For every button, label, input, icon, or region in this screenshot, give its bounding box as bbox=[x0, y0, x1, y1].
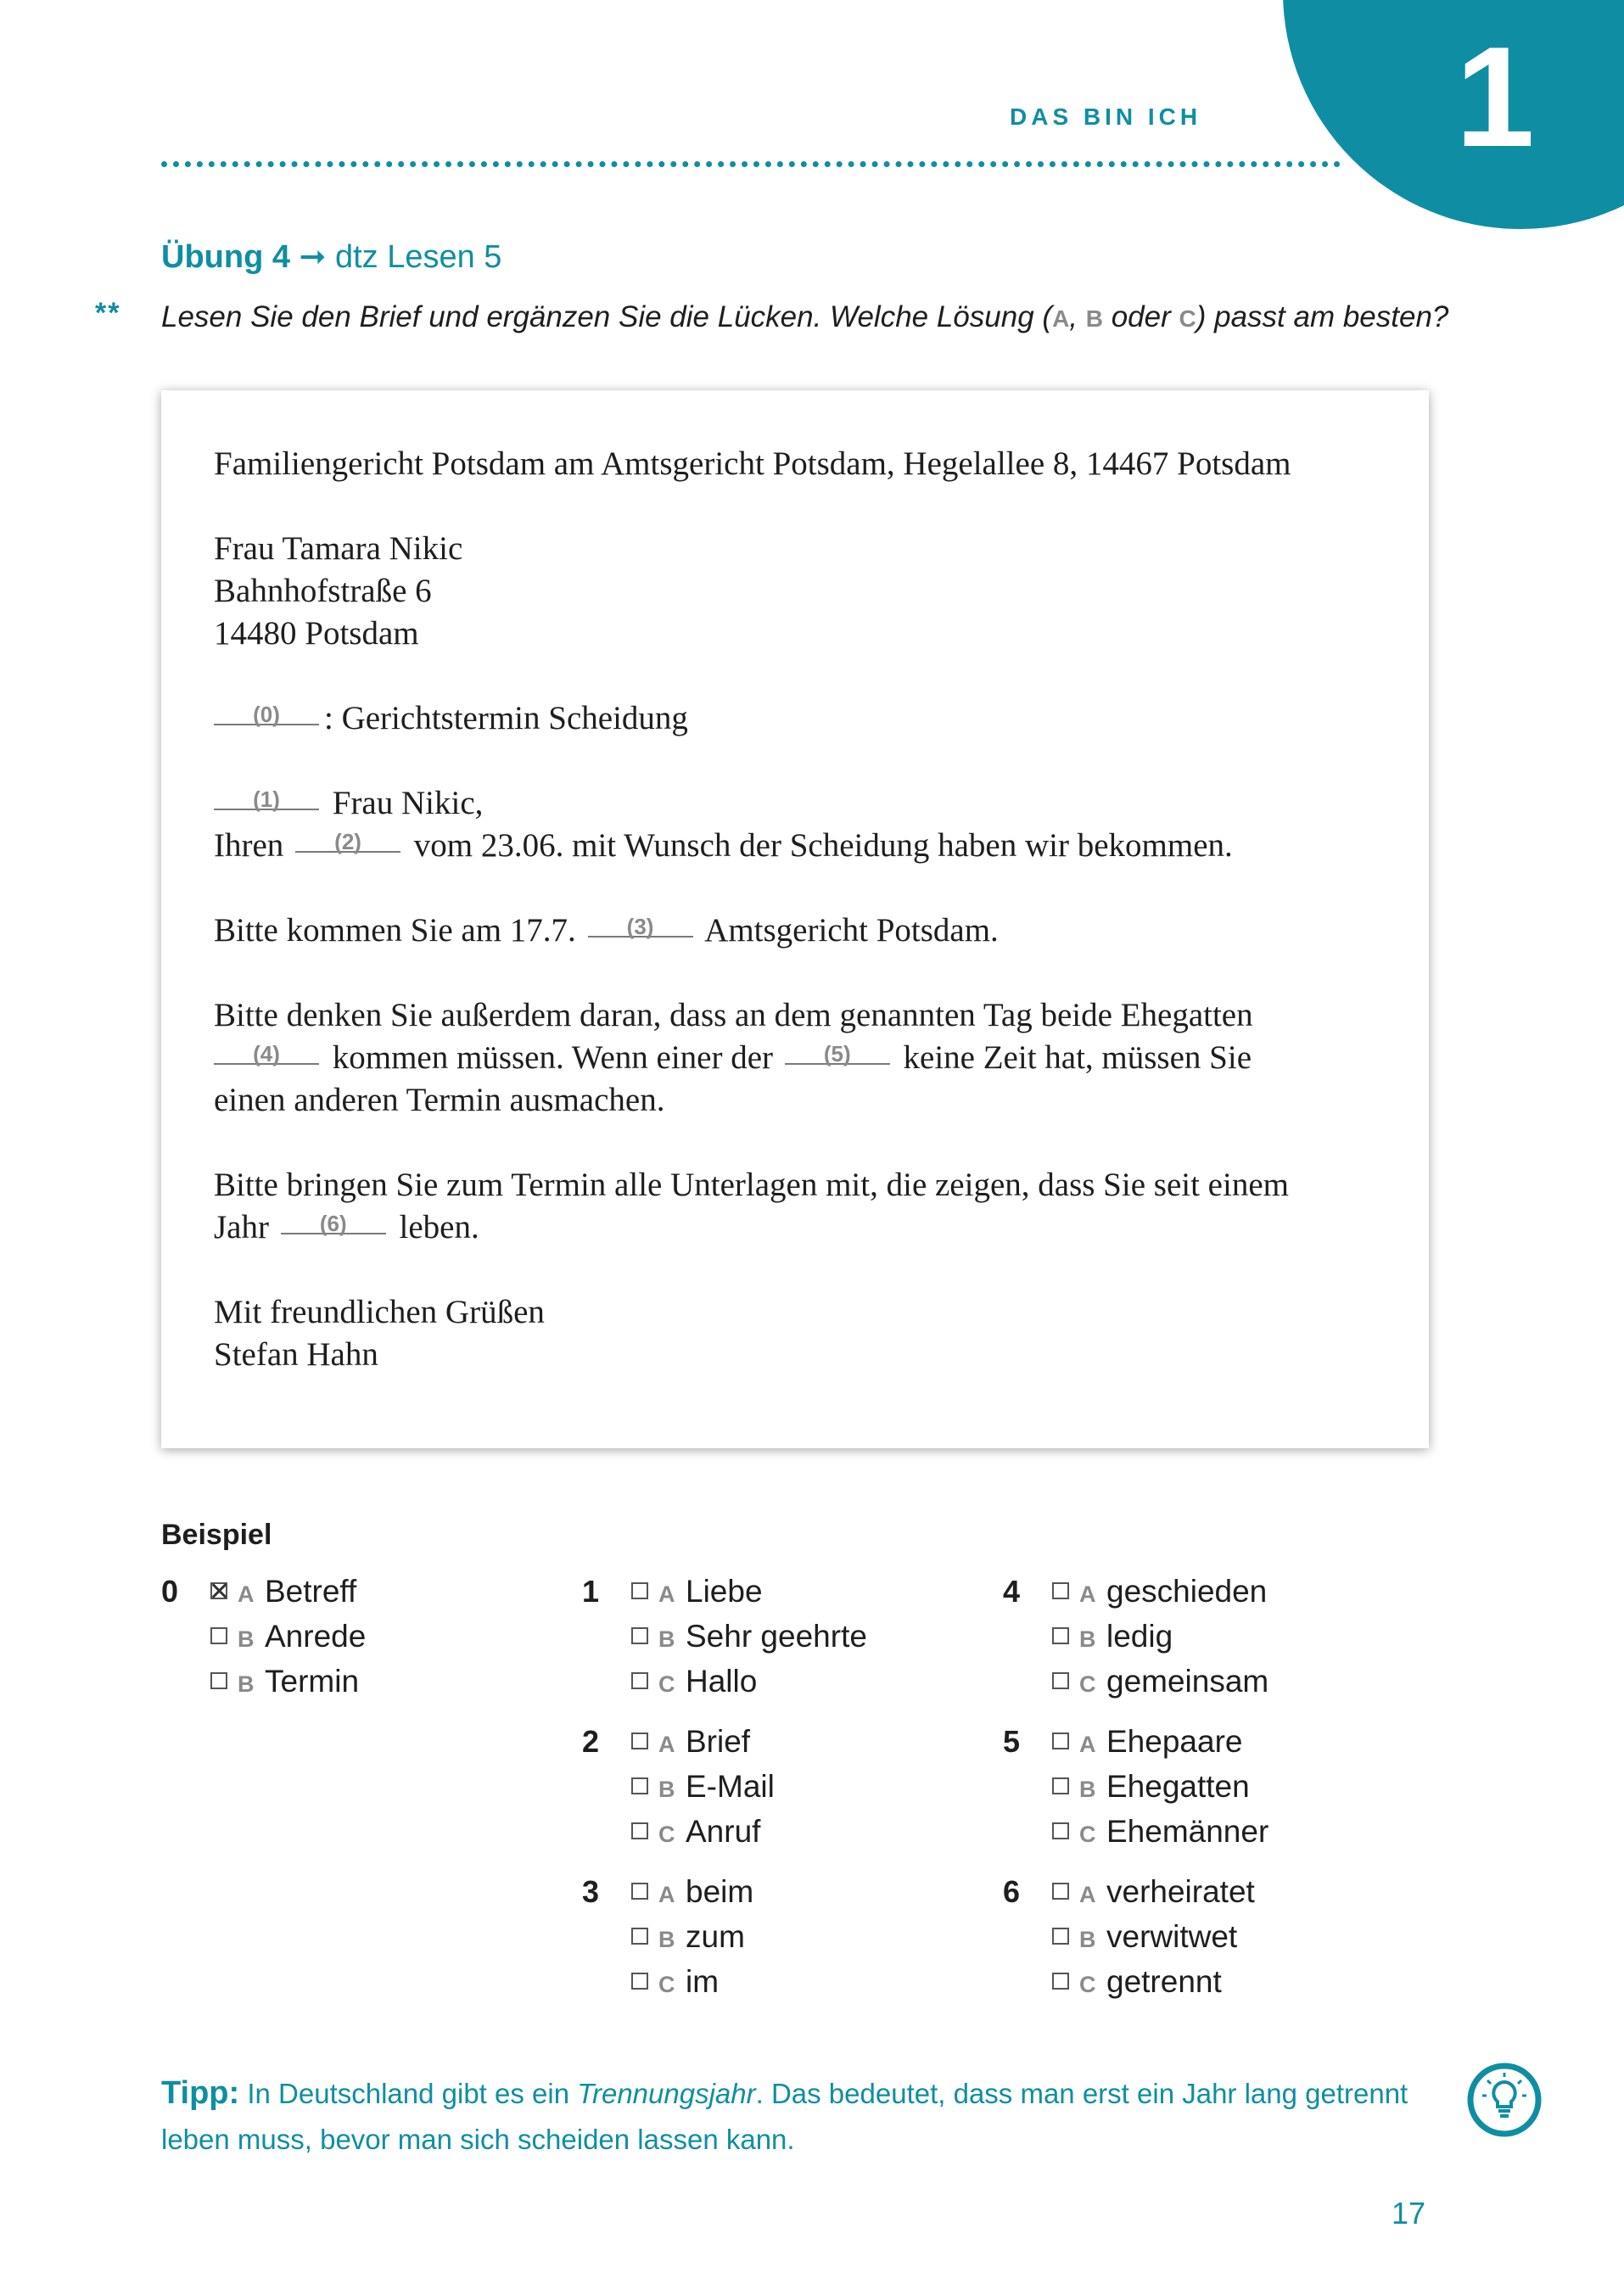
blank-label: (1) bbox=[253, 786, 280, 812]
option-text: getrennt bbox=[1106, 1964, 1222, 1999]
option-letter: A bbox=[238, 1581, 255, 1607]
letter-subject-line bbox=[214, 697, 1402, 740]
checkbox-icon[interactable] bbox=[631, 1973, 648, 1990]
option-1-1[interactable] bbox=[631, 1574, 763, 1619]
letter-text-part: Jahr bbox=[214, 1209, 269, 1245]
section-title: DAS BIN ICH bbox=[1010, 104, 1202, 130]
question-number: 2 bbox=[582, 1724, 600, 1759]
option-text: gemeinsam bbox=[1106, 1664, 1269, 1699]
checkbox-icon[interactable] bbox=[631, 1883, 648, 1900]
example-label: Beispiel bbox=[161, 1519, 272, 1551]
option-text: Anrede bbox=[265, 1619, 367, 1654]
tip-text: . Das bedeutet, dass man erst ein Jahr lang getrennt leben muss, bevor man sich scheiden lassen kann. bbox=[161, 2078, 1408, 2155]
blank-label: (6) bbox=[319, 1211, 347, 1236]
question-number: 0 bbox=[161, 1574, 179, 1609]
letter-salutation-line bbox=[214, 782, 1402, 825]
option-text: Liebe bbox=[686, 1574, 763, 1609]
checkbox-icon[interactable] bbox=[1052, 1777, 1069, 1794]
blank-label: (5) bbox=[823, 1041, 851, 1066]
option-4-3[interactable] bbox=[1052, 1664, 1268, 1709]
checkbox-icon[interactable] bbox=[1052, 1822, 1069, 1839]
instruction-letter-b: B bbox=[1085, 305, 1103, 332]
option-text: Hallo bbox=[686, 1664, 758, 1699]
option-text: Betreff bbox=[265, 1574, 357, 1609]
option-letter: A bbox=[1079, 1581, 1096, 1607]
letter-signature: Stefan Hahn bbox=[214, 1336, 378, 1373]
option-4-1[interactable] bbox=[1052, 1574, 1267, 1619]
checkbox-icon[interactable] bbox=[210, 1672, 227, 1689]
option-letter: A bbox=[658, 1732, 675, 1757]
instruction-part: oder bbox=[1102, 300, 1179, 333]
blank-0 bbox=[214, 700, 319, 725]
option-5-1[interactable] bbox=[1052, 1724, 1242, 1769]
instruction-part: Lesen Sie den Brief und ergänzen Sie die Lücken. Welche Lösung ( bbox=[161, 300, 1053, 333]
option-text: ledig bbox=[1106, 1619, 1173, 1654]
lightbulb-icon bbox=[1466, 2062, 1543, 2138]
blank-6 bbox=[281, 1209, 386, 1234]
option-5-2[interactable] bbox=[1052, 1769, 1250, 1814]
option-4-2[interactable] bbox=[1052, 1619, 1173, 1664]
option-0-1[interactable] bbox=[210, 1574, 356, 1619]
blank-2 bbox=[295, 827, 400, 853]
option-0-2[interactable] bbox=[210, 1619, 366, 1664]
letter-line: Bitte bringen Sie zum Termin alle Unterlagen mit, die zeigen, dass Sie seit einem bbox=[214, 1167, 1289, 1203]
blank-3 bbox=[588, 912, 693, 938]
option-text: zum bbox=[686, 1919, 745, 1954]
letter-text-part: keine Zeit hat, müssen Sie bbox=[903, 1039, 1252, 1076]
letter-line bbox=[214, 1037, 1402, 1079]
option-letter: C bbox=[1079, 1671, 1096, 1697]
question-number: 3 bbox=[582, 1874, 600, 1909]
checkbox-icon[interactable] bbox=[1052, 1883, 1069, 1900]
letter-box bbox=[161, 390, 1429, 1448]
option-0-3[interactable] bbox=[210, 1664, 359, 1709]
letter-text-part: Bitte kommen Sie am 17.7. bbox=[214, 912, 576, 949]
option-text: verwitwet bbox=[1106, 1919, 1238, 1954]
letter-text-part: vom 23.06. mit Wunsch der Scheidung haben wir bekommen. bbox=[413, 827, 1233, 864]
checkbox-icon[interactable] bbox=[631, 1732, 648, 1749]
tip-box bbox=[161, 2070, 1417, 2163]
option-letter: B bbox=[1079, 1927, 1096, 1952]
letter-recipient-city: 14480 Potsdam bbox=[214, 615, 419, 652]
option-letter: B bbox=[238, 1671, 255, 1697]
chapter-number: 1 bbox=[1455, 17, 1535, 176]
instruction-letter-a: A bbox=[1052, 305, 1070, 332]
difficulty-stars: ** bbox=[95, 297, 121, 329]
option-2-3[interactable] bbox=[631, 1814, 760, 1859]
blank-4 bbox=[214, 1039, 319, 1065]
option-2-2[interactable] bbox=[631, 1769, 775, 1814]
question-number: 1 bbox=[582, 1574, 600, 1609]
blank-label: (0) bbox=[253, 702, 280, 727]
checkbox-icon[interactable] bbox=[1052, 1627, 1069, 1644]
option-text: E-Mail bbox=[686, 1769, 775, 1804]
option-6-1[interactable] bbox=[1052, 1874, 1255, 1919]
option-2-1[interactable] bbox=[631, 1724, 750, 1769]
letter-line bbox=[214, 1206, 1402, 1249]
option-letter: B bbox=[658, 1777, 675, 1802]
option-text: Ehemänner bbox=[1106, 1814, 1269, 1849]
option-6-2[interactable] bbox=[1052, 1919, 1237, 1964]
option-letter: A bbox=[1079, 1882, 1096, 1907]
blank-label: (4) bbox=[253, 1041, 280, 1066]
question-number: 6 bbox=[1003, 1874, 1021, 1909]
option-letter: B bbox=[1079, 1626, 1096, 1652]
arrow-icon: ➞ bbox=[299, 239, 327, 275]
option-letter: B bbox=[1079, 1777, 1096, 1802]
option-letter: C bbox=[1079, 1972, 1096, 1997]
option-letter: C bbox=[658, 1972, 675, 1997]
question-3 bbox=[582, 1874, 981, 2018]
option-letter: B bbox=[238, 1626, 255, 1652]
option-1-3[interactable] bbox=[631, 1664, 757, 1709]
instruction-letter-c: C bbox=[1179, 305, 1196, 332]
option-letter: C bbox=[658, 1822, 675, 1847]
checkbox-icon[interactable] bbox=[1052, 1732, 1069, 1749]
question-0 bbox=[161, 1574, 560, 1718]
letter-text-part: Ihren bbox=[214, 827, 284, 864]
blank-5 bbox=[785, 1039, 890, 1065]
option-text: Ehegatten bbox=[1106, 1769, 1250, 1804]
exercise-reference: dtz Lesen 5 bbox=[334, 239, 502, 275]
checkbox-icon[interactable] bbox=[631, 1627, 648, 1644]
option-text: Ehepaare bbox=[1106, 1724, 1243, 1759]
question-number: 5 bbox=[1003, 1724, 1021, 1759]
question-4 bbox=[1003, 1574, 1402, 1718]
instruction-part: , bbox=[1069, 300, 1086, 333]
tip-term: Trennungsjahr bbox=[577, 2078, 756, 2109]
blank-label: (2) bbox=[334, 829, 361, 854]
option-text: im bbox=[686, 1964, 720, 1999]
option-text: verheiratet bbox=[1106, 1874, 1255, 1909]
option-5-3[interactable] bbox=[1052, 1814, 1268, 1859]
dotted-divider bbox=[161, 161, 1341, 167]
letter-salutation: Frau Nikic, bbox=[332, 785, 484, 821]
checkbox-icon[interactable] bbox=[631, 1777, 648, 1794]
checkbox-icon[interactable] bbox=[631, 1822, 648, 1839]
checkbox-icon[interactable] bbox=[1052, 1973, 1069, 1990]
letter-text-part: leben. bbox=[399, 1209, 479, 1245]
option-text: Brief bbox=[686, 1724, 751, 1759]
question-2 bbox=[582, 1724, 981, 1868]
instruction-text bbox=[161, 300, 1448, 334]
option-1-2[interactable] bbox=[631, 1619, 867, 1664]
option-text: beim bbox=[686, 1874, 754, 1909]
option-6-3[interactable] bbox=[1052, 1964, 1222, 2009]
checkbox-icon[interactable] bbox=[1052, 1672, 1069, 1689]
tip-label: Tipp: bbox=[161, 2075, 240, 2111]
option-letter: A bbox=[1079, 1732, 1096, 1757]
checkbox-icon[interactable] bbox=[631, 1582, 648, 1599]
checkbox-icon[interactable] bbox=[1052, 1928, 1069, 1945]
tip-text: In Deutschland gibt es ein bbox=[239, 2078, 578, 2109]
option-text: Anruf bbox=[686, 1814, 761, 1849]
letter-recipient-name: Frau Tamara Nikic bbox=[214, 530, 463, 567]
checked-checkbox-icon[interactable] bbox=[210, 1582, 227, 1599]
option-letter: B bbox=[658, 1927, 675, 1952]
option-letter: A bbox=[658, 1882, 675, 1907]
option-letter: B bbox=[658, 1626, 675, 1652]
instruction-part: ) passt am besten? bbox=[1196, 300, 1449, 333]
letter-sender: Familiengericht Potsdam am Amtsgericht Potsdam, Hegelallee 8, 14467 Potsdam bbox=[214, 445, 1291, 482]
checkbox-icon[interactable] bbox=[210, 1627, 227, 1644]
option-letter: A bbox=[658, 1581, 675, 1607]
option-3-3[interactable] bbox=[631, 1964, 719, 2009]
letter-line bbox=[214, 825, 1402, 867]
letter-text-part: kommen müssen. Wenn einer der bbox=[332, 1039, 774, 1076]
option-text: geschieden bbox=[1106, 1574, 1268, 1609]
option-3-2[interactable] bbox=[631, 1919, 745, 1964]
letter-recipient-street: Bahnhofstraße 6 bbox=[214, 573, 432, 609]
checkbox-icon[interactable] bbox=[631, 1672, 648, 1689]
letter-line: einen anderen Termin ausmachen. bbox=[214, 1082, 665, 1118]
letter-text bbox=[214, 443, 1402, 1376]
page-number: 17 bbox=[1392, 2196, 1426, 2231]
letter-line: Bitte denken Sie außerdem daran, dass an dem genannten Tag beide Ehegatten bbox=[214, 997, 1253, 1033]
checkbox-icon[interactable] bbox=[1052, 1582, 1069, 1599]
question-number: 4 bbox=[1003, 1574, 1021, 1609]
question-1 bbox=[582, 1574, 981, 1718]
blank-1 bbox=[214, 785, 319, 810]
letter-closing: Mit freundlichen Grüßen bbox=[214, 1294, 545, 1330]
option-text: Sehr geehrte bbox=[686, 1619, 867, 1654]
exercise-heading bbox=[161, 238, 501, 276]
letter-text-part: Amtsgericht Potsdam. bbox=[704, 912, 999, 949]
option-letter: C bbox=[658, 1671, 675, 1697]
checkbox-icon[interactable] bbox=[631, 1928, 648, 1945]
question-5 bbox=[1003, 1724, 1402, 1868]
letter-subject: : Gerichtstermin Scheidung bbox=[324, 700, 688, 736]
exercise-number: Übung 4 bbox=[161, 239, 290, 275]
question-6 bbox=[1003, 1874, 1402, 2018]
blank-label: (3) bbox=[626, 914, 654, 939]
letter-line bbox=[214, 910, 1402, 952]
option-text: Termin bbox=[265, 1664, 360, 1699]
option-letter: C bbox=[1079, 1822, 1096, 1847]
option-3-1[interactable] bbox=[631, 1874, 753, 1919]
